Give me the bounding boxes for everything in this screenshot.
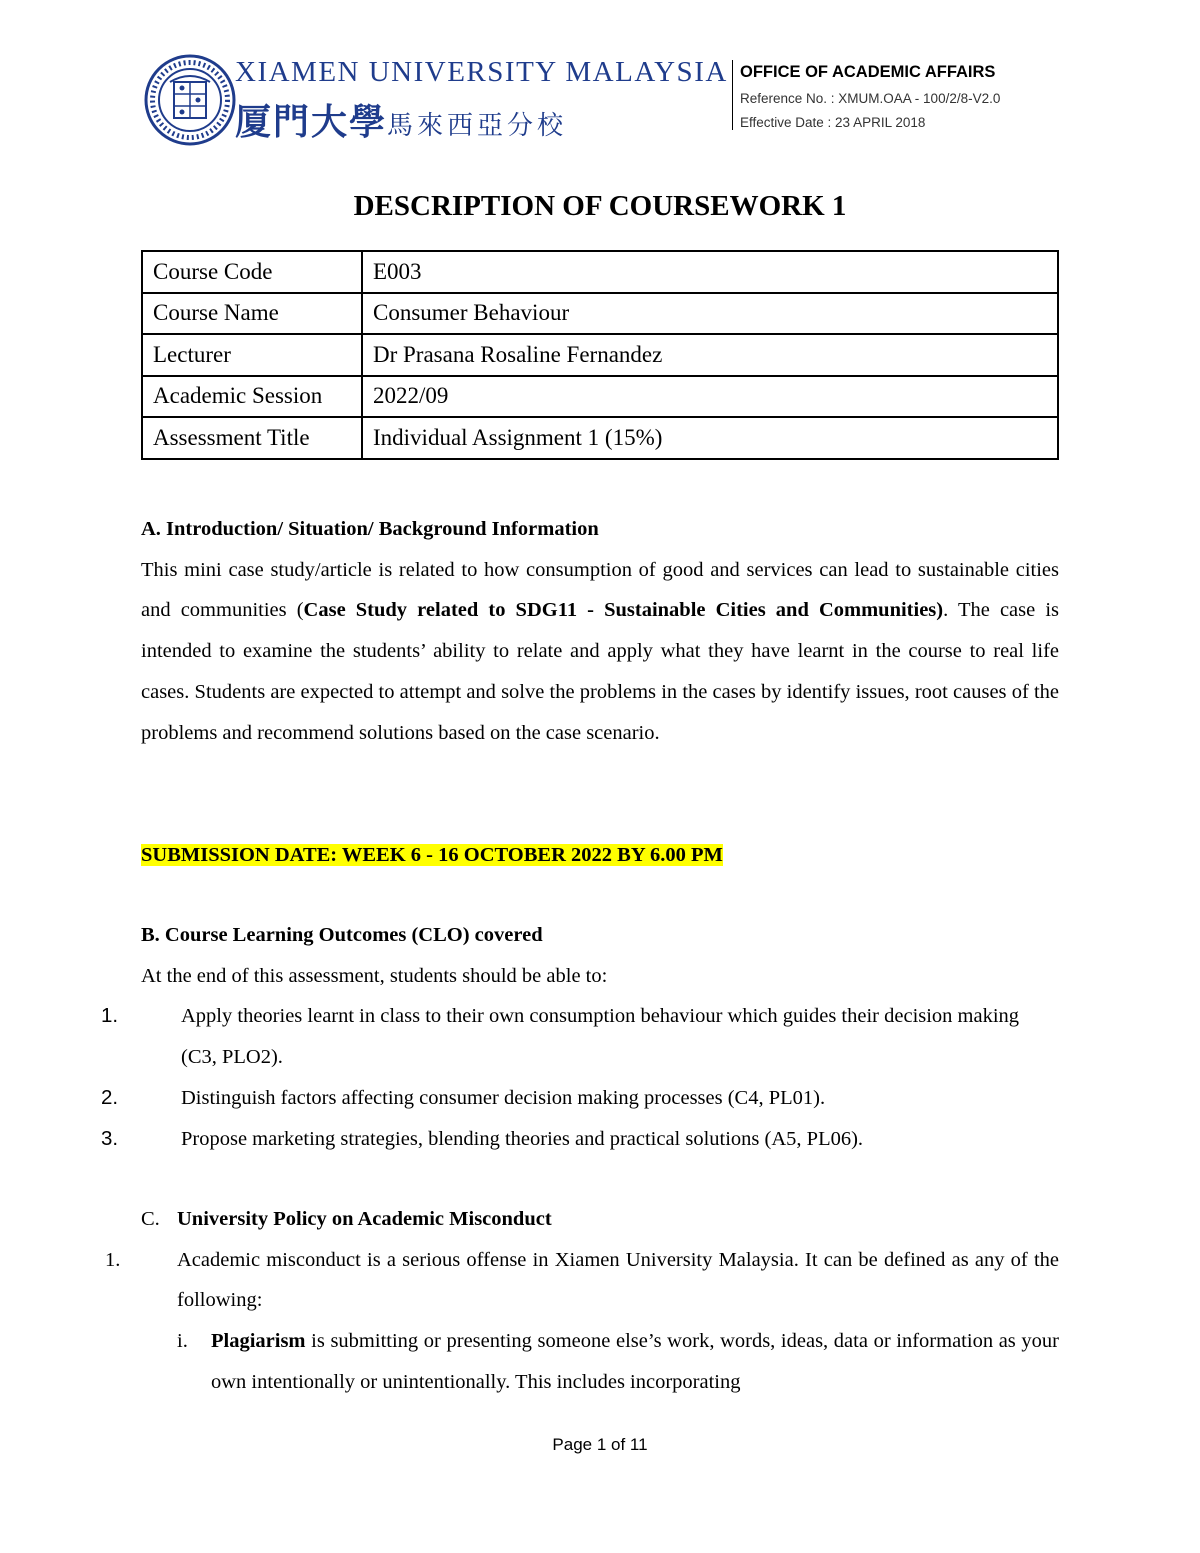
header-divider [732, 60, 733, 130]
section-a-text-1: This mini case study/article is related to how consumption of good and services can lead to sustainable cities and communities ( [141, 558, 1059, 622]
sdg-reference: Case Study related to SDG11 - Sustainable Cities and Communities) [303, 599, 944, 622]
list-item: 2. Distinguish factors affecting consumer decision making processes (C4, PL01). [101, 1085, 826, 1109]
list-item: 1. Academic misconduct is a serious offense in Xiamen University Malaysia. It can be defined as any of the following: [105, 1248, 1059, 1312]
table-label: Lecturer [142, 334, 362, 376]
plagiarism-term: Plagiarism [211, 1330, 306, 1353]
table-row [142, 376, 1058, 418]
table-row [142, 251, 1058, 293]
section-a-text-2: . The case is intended to examine the students’ ability to relate and apply what they have learnt in the course to real life cases. Students are expected to attempt and solve the problems in the cases by identify issues, root causes of the problems and recommend solutions based on the case scenario. [141, 599, 1059, 744]
effective-date: Effective Date : 23 APRIL 2018 [740, 115, 926, 130]
table-row [142, 417, 1058, 459]
table-value: Individual Assignment 1 (15%) [362, 417, 1058, 459]
section-b [101, 915, 1059, 1159]
table-value: E003 [362, 251, 1058, 293]
reference-number: Reference No. : XMUM.OAA - 100/2/8-V2.0 [740, 91, 1001, 106]
table-value: Dr Prasana Rosaline Fernandez [362, 334, 1058, 376]
university-name-english: XIAMEN UNIVERSITY MALAYSIA [235, 56, 728, 88]
table-row [142, 334, 1058, 376]
list-item: 3. Propose marketing strategies, blending theories and practical solutions (A5, PL06). [101, 1126, 864, 1150]
table-value: 2022/09 [362, 376, 1058, 418]
list-item: i. Plagiarism is submitting or presenting someone else’s work, words, ideas, data or information as your own intentionally or unintentionally. This includes incorporating [177, 1330, 1059, 1393]
list-item: 1. Apply theories learnt in class to their own consumption behaviour which guides their decision making (C3, PLO2). [101, 1004, 1020, 1069]
section-c-heading: C. University Policy on Academic Misconduct [141, 1208, 552, 1230]
section-c [105, 1199, 1059, 1403]
university-name-chinese-sub: 馬來西亞分校 [387, 111, 568, 141]
page-number: Page 1 of 11 [552, 1435, 648, 1454]
table-label: Assessment Title [142, 417, 362, 459]
submission-date-line [141, 835, 1059, 876]
section-a-paragraph [141, 550, 1059, 754]
table-label: Course Code [142, 251, 362, 293]
table-value: Consumer Behaviour [362, 293, 1058, 335]
office-name: OFFICE OF ACADEMIC AFFAIRS [740, 63, 996, 81]
section-b-heading: B. Course Learning Outcomes (CLO) covered [141, 924, 543, 946]
submission-date: SUBMISSION DATE: WEEK 6 - 16 OCTOBER 2022 BY 6.00 PM [141, 844, 723, 866]
section-b-intro: At the end of this assessment, students should be able to: [141, 964, 608, 987]
university-seal-logo [144, 54, 236, 146]
table-label: Course Name [142, 293, 362, 335]
course-info-table [141, 250, 1059, 460]
document-title: DESCRIPTION OF COURSEWORK 1 [353, 190, 847, 222]
section-a [141, 509, 1059, 753]
university-name-chinese-main: 厦門大學 [235, 101, 388, 143]
section-a-heading: A. Introduction/ Situation/ Background Information [141, 518, 599, 540]
university-name-chinese [235, 94, 567, 145]
table-row [142, 293, 1058, 335]
letterhead [140, 44, 1060, 143]
table-label: Academic Session [142, 376, 362, 418]
